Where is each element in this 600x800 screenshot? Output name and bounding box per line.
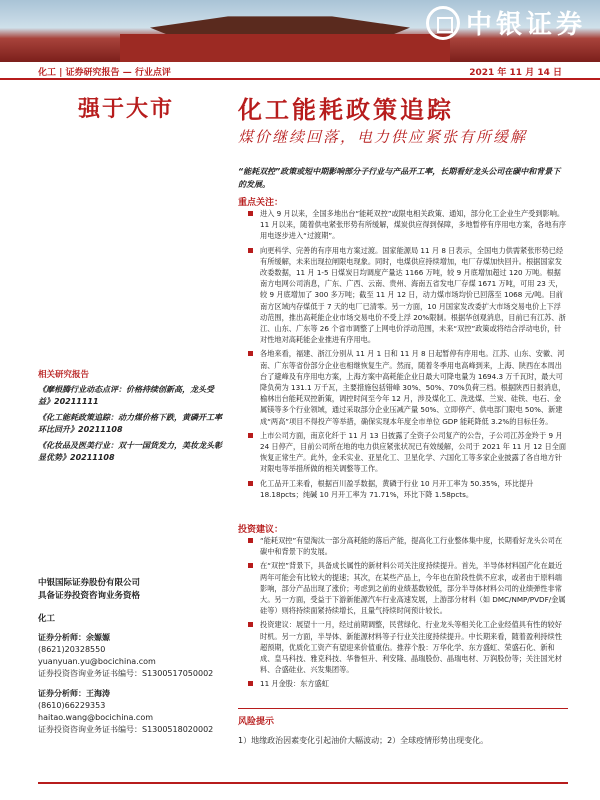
boc-logo-icon [426,6,460,40]
suggestion-heading: 投资建议： [238,525,284,535]
industry-label: 化工 [38,614,56,624]
category-strip [0,62,600,80]
company-info [38,577,140,626]
analyst-name: 证券分析师：余嫄嫄 [38,633,110,642]
analyst-block [38,632,213,680]
analyst-phone: (8621)20328550 [38,645,106,654]
report-category: 化工 | 证券研究报告 — 行业点评 [38,68,171,78]
palace-wall-image [120,34,450,62]
rating-label: 强于大市 [78,97,175,122]
brand [426,4,586,41]
related-research [38,368,223,464]
related-item: 《化工能耗政策追踪：动力煤价格下跌，黄磷开工率环比回升》20211108 [38,413,222,434]
brand-name: 中银证券 [465,10,586,40]
list-item: 向更科学、完善的有序用电方案过渡。国家能源局 11 月 8 日表示，全国电力供需紧张形势已经有所缓解，未来出现拉闸限电现象。同时，电煤供应持续增加，电厂存煤加快回升。根据国家发改委数据，11 月 1-5 日煤炭日均调度产量达 1166 万吨，较 9 月底增加超过 120 万吨。根据南方电网公司消息，广东、广西、云南、贵州、海南五省发电厂存煤 1671 万吨，可用 23 天，较 9 月底增加了 300 多万吨；截至 11 月 12 日，动力煤市场均价已回落至 1068 元/吨。目前南方区域内存煤低于 7 天的电厂已清零。另一方面，10 月国家发改委扩大市场交易电价上下浮动范围，推出高耗能企业市场交易电价不受上浮 20%限制。根据华创观消息，目前已有江苏、浙江、山东、广东等 26 个省市调整了上网电价浮动范围，未来“双控”政策或将结合浮动电价，针对性地对高耗能企业推进有序用电。 [238,245,568,346]
report-summary: “能耗双控”政策或短中期影响部分子行业与产品开工率，长期看好龙头公司在碳中和背景下的发展。 [238,167,561,189]
list-item: 各地来看，福建、浙江分别从 11 月 1 日和 11 月 8 日起暂停有序用电。江苏、山东、安徽、河南、广东等省份部分企业也相继恢复生产。然而，随着冬季用电高峰到来，上海、陕西在本周出台了避峰及有序用电方案，上海方案中高耗能企业日最大可降电量为 1694.3 万千瓦时，最大可降负荷为 131.1 万千瓦，主要措施包括错峰 30%、50%、70%负荷三档。根据陕西日报消息，榆林出台能耗双控新策，调控时间至今年 12 月，涉及煤化工、洗选煤、兰炭、硅铁、电石、金属镁等多个行业领域，通过采取部分企业压减产量 50%、立即停产、供电部门限电 50%、新建成“两高”项目不得投产等举措，确保实现本年度全市单位 GDP 能耗降低 3.2%的目标任务。 [238,348,568,426]
focus-list [238,208,568,503]
related-heading: 相关研究报告 [38,370,90,380]
suggestion-list [238,535,568,693]
company-qualification: 具备证券投资咨询业务资格 [38,591,141,601]
list-item: 投资建议：展望十一月，经过前期调整，民营绿化、行业龙头等相关化工企业经值具有性的较好时机。另一方面，半导体、新能源材料等子行业关注度持续提升。中长期来看，随着盈利持续性超预期，优质化工资产有望迎来价值重估。推荐个股：万华化学、东方盛虹、荣盛石化、新和成、皇马科技、雅克科技、华鲁恒升、利安隆、晶瑞股份、晶瑞电材、万润股份等；关注国光材料、合盛硅业、兴发集团等。 [238,619,568,675]
list-item: 进入 9 月以来，全国多地出台“能耗双控”或限电相关政策、通知，部分化工企业生产受到影响。11 月以来，随着供电紧张形势有所缓解，煤炭供应得到保障，多地暂停有序用电方案，各地有序用电逐步进入“过渡期”。 [238,208,568,242]
report-subtitle: 煤价继续回落，电力供应紧张有所缓解 [238,128,528,146]
analyst-cert: 证券投资咨询业务证书编号：S1300518020002 [38,725,214,734]
analyst-email: haitao.wang@bocichina.com [38,713,154,722]
analyst-block [38,688,213,736]
report-date: 2021 年 11 月 14 日 [469,68,562,78]
analyst-name: 证券分析师：王海涛 [38,689,110,698]
list-item: 化工品开工来看，根据百川盈孚数据，黄磷于行业 10 月开工率为 50.35%，环比提升 18.18pcts；纯碱 10 月开工率为 71.71%，环比下降 1.58pcts。 [238,478,568,500]
header-banner [0,0,600,62]
list-item: 11 月金股：东方盛虹 [238,678,568,689]
list-item: 在“双控”背景下，具备成长属性的新材料公司关注度持续提升。首先，半导体材料国产化在最近两年可能会有比较大的提速；其次，在某些产品上，今年也在阶段性供不应求，或者由于原料端影响，部分产品出现了涨价；考虑到之前的业绩基数较低，部分半导体材料公司的业绩弹性非常大。另一方面，受益于下游新能源汽车行业高速发展，上游部分材料（如 DMC/NMP/PVDF/金属硅等）则将持续面紧持续增长，且量气持续时间预计较长。 [238,560,568,616]
company-name: 中银国际证券股份有限公司 [38,578,141,588]
focus-heading: 重点关注： [238,198,284,208]
analyst-cert: 证券投资咨询业务证书编号：S1300517050002 [38,669,214,678]
risk-text: 1）地缘政治因素变化引起油价大幅波动；2）全球疫情形势出现变化。 [238,736,489,745]
list-item: “能耗双控”有望淘汰一部分高耗能的落后产能，提高化工行业整体集中度，长期看好龙头公司在碳中和背景下的发展。 [238,535,568,557]
list-item: 上市公司方面，南京化纤于 11 月 13 日披露了全资子公司复产的公告，子公司江苏金羚于 9 月 24 日停产，目前公司所在地的电力供应紧张状况已有效缓解，公司于 2021 年 11 月 12 日全面恢复正常生产。此外，金禾实业、亚星化工、卫星化学、六国化工等多家企业披露了各自地方针对限电等举措所做的相关调整等工作。 [238,430,568,475]
risk-heading: 风险提示 [238,717,275,727]
palace-roof-image [150,8,410,36]
divider [238,708,568,709]
report-title: 化工能耗政策追踪 [238,96,454,124]
related-item: 《化妆品及医美行业：双十一国货发力，美妆龙头彰显优势》20211108 [38,441,222,462]
analyst-phone: (8610)66229353 [38,701,106,710]
page-bottom-rule [38,782,568,784]
related-item: 《摩根腾行业动态点评：价格持续创新高，龙头受益》20211111 [38,385,214,406]
analyst-email: yuanyuan.yu@bocichina.com [38,657,156,666]
